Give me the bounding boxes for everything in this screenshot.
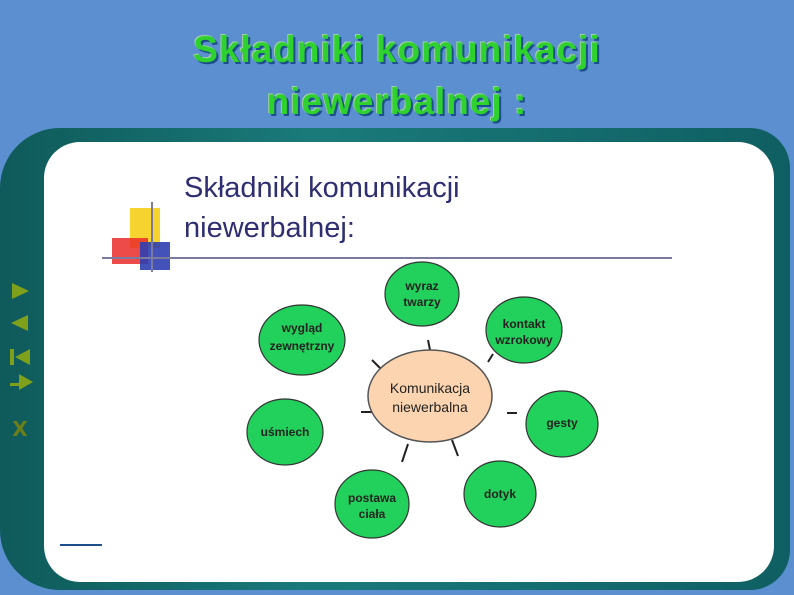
play-previous-icon[interactable]	[0, 310, 40, 336]
center-label-line1: Komunikacja	[389, 380, 471, 396]
node-wyraz-twarzy-label1: wyraz	[405, 279, 439, 293]
first-slide-icon[interactable]	[0, 344, 40, 370]
node-wyglad-zewnetrzny-label2: zewnętrzny	[269, 339, 335, 353]
exit-icon[interactable]: X	[12, 417, 28, 441]
node-wyglad-zewnetrzny-label1: wygląd	[281, 321, 323, 335]
node-wyraz-twarzy-label2: twarzy	[403, 295, 441, 309]
node-postawa-ciala-label2: ciała	[358, 507, 386, 521]
slide-title-line2: niewerbalnej :	[266, 81, 528, 122]
slide-title	[0, 24, 794, 128]
center-node	[368, 350, 492, 442]
decor-blue-square	[140, 242, 170, 270]
node-usmiech-label: uśmiech	[260, 425, 310, 439]
node-kontakt-wzrokowy-label2: wzrokowy	[495, 333, 553, 347]
node-kontakt-wzrokowy-label1: kontakt	[502, 317, 546, 331]
divider	[60, 544, 104, 546]
last-slide-icon[interactable]	[0, 370, 40, 396]
center-label-line2: niewerbalna	[392, 399, 468, 415]
play-next-icon[interactable]	[0, 278, 40, 304]
diagram-heading-line2: niewerbalnej:	[184, 212, 355, 244]
slide-title-line1: Składniki komunikacji	[193, 29, 601, 70]
node-postawa-ciala-label1: postawa	[347, 491, 397, 505]
diagram-heading-line1: Składniki komunikacji	[184, 172, 460, 204]
node-dotyk-label: dotyk	[483, 487, 517, 501]
node-wyraz-twarzy	[385, 262, 459, 326]
node-gesty-label: gesty	[546, 416, 578, 430]
diagram-heading	[184, 168, 460, 248]
